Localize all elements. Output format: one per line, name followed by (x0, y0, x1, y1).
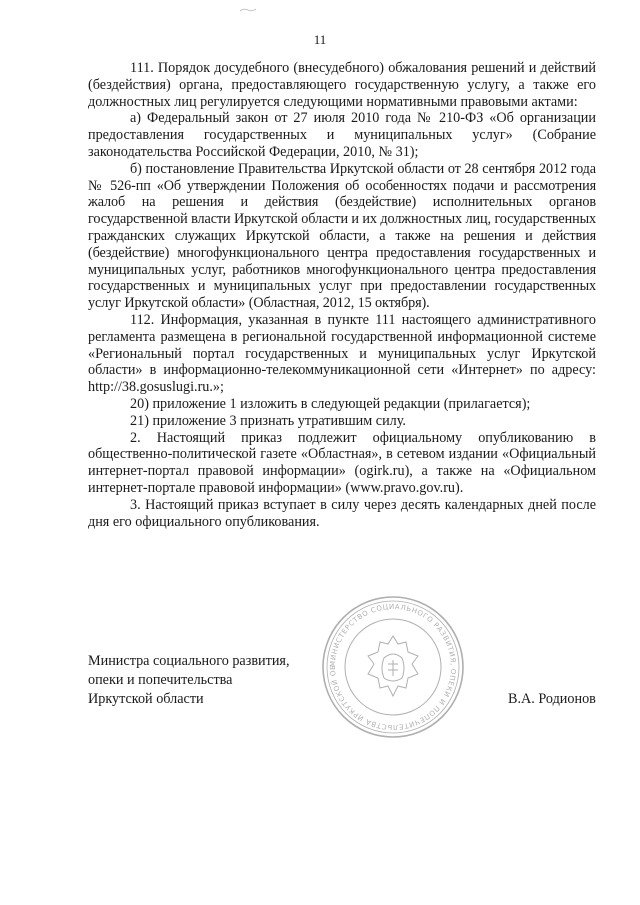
signer-position-line: Министра социального развития, (88, 653, 290, 669)
paragraph-3: 3. Настоящий приказ вступает в силу через десять календарных дней после дня его официального опубликования. (88, 496, 596, 530)
paragraph-2: 2. Настоящий приказ подлежит официальному опубликованию в общественно-политической газете «Областная», в сетевом издании «Официальный интернет-портал правовой информации» (ogirk.ru), а также на «Официальном интернет-портале правовой информации» (www.pravo.gov.ru). (88, 429, 596, 496)
signer-name: В.А. Родионов (508, 691, 596, 707)
paragraph-112: 112. Информация, указанная в пункте 111 настоящего административного регламента размещена в региональной государственной информационной системе «Региональный портал государственных и муниципальных услуг Иркутской области» в информационно-телекоммуникационной сети «Интернет» по адресу: http://38.gosuslugi.ru.»; (88, 311, 596, 396)
signer-position-line: опеки и попечительства (88, 672, 233, 688)
paragraph-111-a: а) Федеральный закон от 27 июля 2010 года № 210-ФЗ «Об организации предоставления государственных и муниципальных услуг» (Собрание законодательства Российской Федерации, 2010, № 31); (88, 110, 596, 160)
signature-block (88, 652, 596, 709)
page-number: 11 (313, 32, 327, 47)
paragraph-111: 111. Порядок досудебного (внесудебного) обжалования решений и действий (бездействия) органа, предоставляющего государственную услугу, а также его должностных лиц регулируется следующими нормативными правовыми актами: (88, 60, 596, 110)
scan-artifact (238, 0, 258, 6)
item-21: 21) приложение 3 признать утратившим силу. (130, 412, 406, 429)
svg-text:МИНИСТЕРСТВО СОЦИАЛЬНОГО РАЗВИ: МИНИСТЕРСТВО СОЦИАЛЬНОГО РАЗВИТИЯ, ОПЕКИ И ПОПЕЧИТЕЛЬСТВА ИРКУТСКОЙ ОБ (328, 602, 458, 732)
document-body (88, 60, 596, 530)
item-20: 20) приложение 1 изложить в следующей редакции (прилагается); (130, 395, 531, 412)
signer-position-line: Иркутской области (88, 691, 204, 707)
paragraph-111-b: б) постановление Правительства Иркутской области от 28 сентября 2012 года № 526-пп «Об утверждении Положения об особенностях подачи и рассмотрения жалоб на решения и действия (бездействие) исполнительных органов государственной власти Иркутской области и их должностных лиц, государственных гражданских служащих Иркутской области, а также на решения и действия (бездействие) многофункционального центра предоставления государственных и муниципальных услуг, работников многофункционального центра предоставления государственных и муниципальных услуг при предоставлении государственных услуг Иркутской области» (Областная, 2012, 15 октября). (88, 160, 596, 312)
